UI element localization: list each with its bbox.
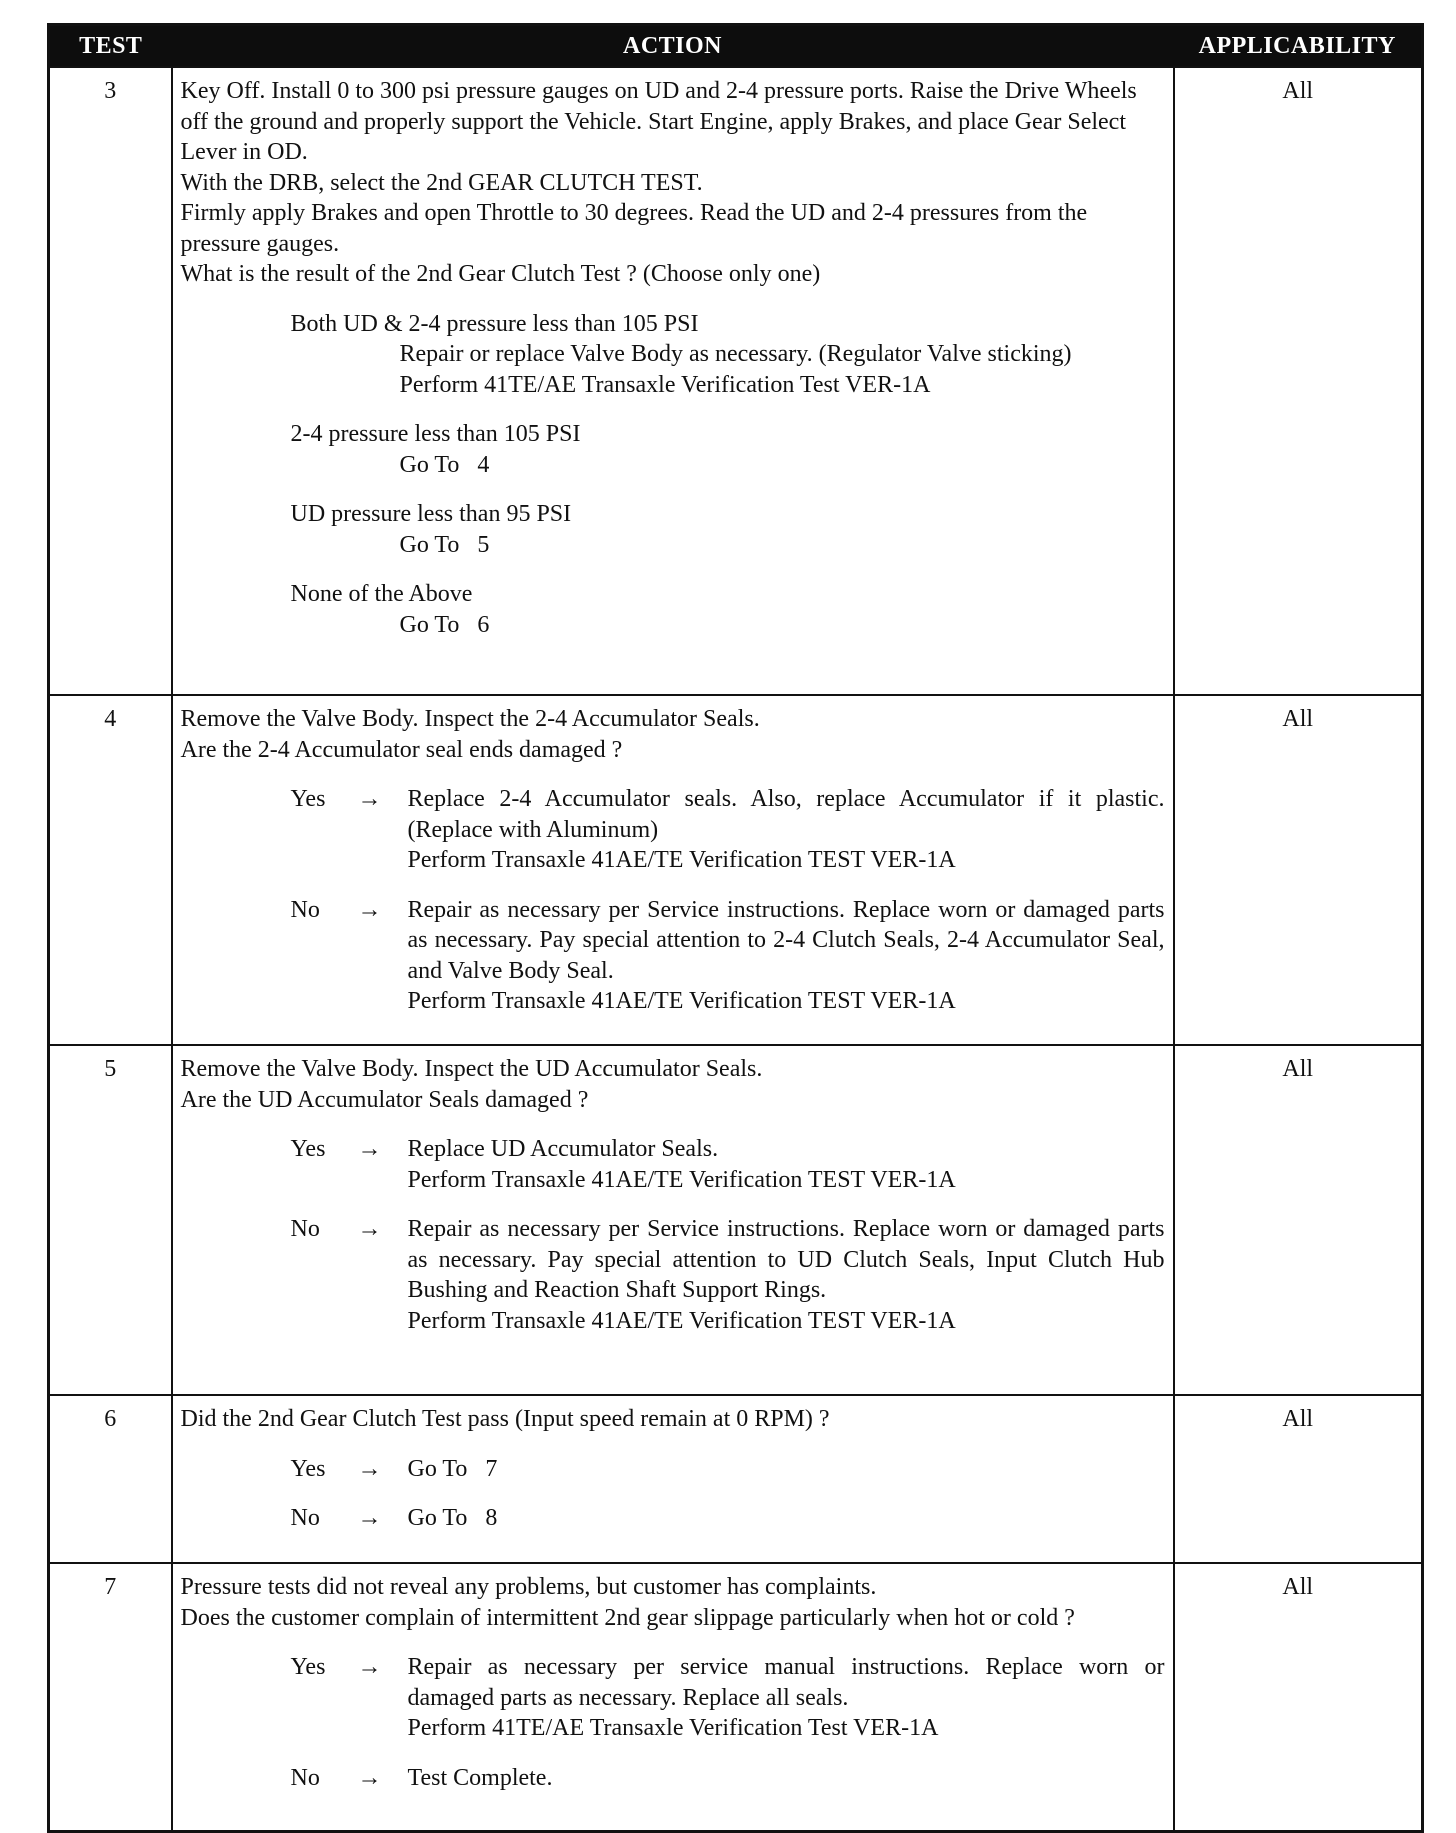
- arrow-icon: →: [357, 1505, 382, 1531]
- branch-line: Go To 7: [407, 1455, 498, 1482]
- option-result: Perform 41TE/AE Transaxle Verification Test VER-1A: [399, 371, 931, 398]
- action-cell: [172, 1045, 1174, 1395]
- branch-line: Perform Transaxle 41AE/TE Verification TEST VER-1A: [407, 1307, 956, 1334]
- yes-label: Yes: [290, 1455, 326, 1482]
- question-text: Are the 2-4 Accumulator seal ends damaged ?: [180, 736, 623, 763]
- option-result: Repair or replace Valve Body as necessary. (Regulator Valve sticking): [399, 341, 1072, 367]
- branch-line: Repair as necessary per service manual instructions. Replace worn or damaged parts as necessary. Replace all seals.: [407, 1654, 1165, 1711]
- result-option: [181, 309, 1165, 401]
- question-text: Does the customer complain of intermittent 2nd gear slippage particularly when hot or cold ?: [180, 1604, 1075, 1631]
- instruction-text: Pressure tests did not reveal any problems, but customer has complaints.: [180, 1574, 877, 1600]
- arrow-icon: →: [357, 1216, 382, 1242]
- table-row-test-5: [49, 1045, 1423, 1395]
- action-cell: [172, 695, 1174, 1045]
- test-number: 6: [49, 1395, 172, 1563]
- option-condition: None of the Above: [290, 581, 473, 607]
- no-branch: [181, 1763, 1165, 1794]
- table-row-test-6: [49, 1395, 1423, 1563]
- branch-line: Repair as necessary per Service instructions. Replace worn or damaged parts as necessary. Pay special attention to UD Clutch Seals, Input Clutch Hub Bushing and Reaction Shaft Support Rings.: [407, 1216, 1165, 1303]
- arrow-icon: →: [357, 786, 382, 812]
- test-column-header: TEST: [49, 25, 172, 68]
- applicability-cell: All: [1174, 1395, 1423, 1563]
- option-condition: UD pressure less than 95 PSI: [290, 501, 572, 527]
- no-branch: [181, 895, 1165, 1017]
- branch-line: Perform Transaxle 41AE/TE Verification TEST VER-1A: [407, 847, 956, 873]
- no-branch: [181, 1214, 1165, 1336]
- branch-line: Perform 41TE/AE Transaxle Verification Test VER-1A: [407, 1715, 939, 1741]
- arrow-icon: →: [357, 896, 382, 923]
- action-column-header: ACTION: [172, 25, 1174, 68]
- action-cell: [172, 1395, 1174, 1563]
- diagnostic-table: [47, 23, 1424, 1833]
- yes-branch: [181, 784, 1165, 876]
- branch-line: Go To 8: [407, 1505, 498, 1531]
- instruction-text: Firmly apply Brakes and open Throttle to 30 degrees. Read the UD and 2-4 pressures from the pressure gauges.: [180, 200, 1088, 257]
- branch-line: Perform Transaxle 41AE/TE Verification TEST VER-1A: [407, 1166, 956, 1193]
- option-result: Go To 6: [399, 611, 490, 638]
- action-cell: [172, 67, 1174, 695]
- option-result: Go To 5: [399, 531, 490, 558]
- applicability-cell: All: [1174, 1563, 1423, 1832]
- table-row-test-7: [49, 1563, 1423, 1832]
- question-text: Did the 2nd Gear Clutch Test pass (Input speed remain at 0 RPM) ?: [180, 1406, 830, 1432]
- yes-label: Yes: [290, 1136, 326, 1162]
- table-row-test-4: [49, 695, 1423, 1045]
- result-option: [181, 579, 1165, 640]
- table-header-row: [49, 25, 1423, 68]
- applicability-column-header: APPLICABILITY: [1174, 25, 1423, 68]
- no-branch: [181, 1503, 1165, 1534]
- result-option: [181, 499, 1165, 560]
- question-text: Are the UD Accumulator Seals damaged ?: [180, 1086, 589, 1113]
- table-row-test-3: [49, 67, 1423, 695]
- option-result: Go To 4: [399, 451, 490, 478]
- test-number: 5: [49, 1045, 172, 1395]
- no-label: No: [290, 1216, 320, 1242]
- option-condition: 2-4 pressure less than 105 PSI: [290, 421, 581, 447]
- branch-line: Replace UD Accumulator Seals.: [407, 1136, 719, 1162]
- instruction-text: Remove the Valve Body. Inspect the 2-4 Accumulator Seals.: [180, 706, 760, 732]
- yes-branch: [181, 1454, 1165, 1485]
- yes-label: Yes: [290, 786, 326, 812]
- applicability-cell: All: [1174, 695, 1423, 1045]
- no-label: No: [290, 896, 320, 923]
- branch-line: Replace 2-4 Accumulator seals. Also, replace Accumulator if it plastic. (Replace with Aluminum): [407, 786, 1165, 843]
- branch-line: Repair as necessary per Service instructions. Replace worn or damaged parts as necessary. Pay special attention to 2-4 Clutch Seals, 2-4 Accumulator Seal, and Valve Body Seal.: [407, 896, 1165, 984]
- applicability-cell: All: [1174, 1045, 1423, 1395]
- arrow-icon: →: [357, 1654, 382, 1680]
- branch-line: Test Complete.: [407, 1764, 553, 1791]
- no-label: No: [290, 1505, 320, 1531]
- option-condition: Both UD & 2-4 pressure less than 105 PSI: [290, 310, 699, 337]
- instruction-text: With the DRB, select the 2nd GEAR CLUTCH TEST.: [180, 169, 703, 196]
- yes-branch: [181, 1134, 1165, 1195]
- test-number: 4: [49, 695, 172, 1045]
- no-label: No: [290, 1764, 320, 1791]
- instruction-text: Key Off. Install 0 to 300 psi pressure gauges on UD and 2-4 pressure ports. Raise the Drive Wheels off the ground and properly support the Vehicle. Start Engine, apply Brakes, and place Gear Select Lever in OD.: [180, 78, 1137, 165]
- branch-line: Perform Transaxle 41AE/TE Verification TEST VER-1A: [407, 988, 956, 1014]
- action-cell: [172, 1563, 1174, 1832]
- question-text: What is the result of the 2nd Gear Clutch Test ? (Choose only one): [180, 261, 821, 287]
- yes-label: Yes: [290, 1654, 326, 1680]
- test-number: 3: [49, 67, 172, 695]
- instruction-text: Remove the Valve Body. Inspect the UD Accumulator Seals.: [180, 1056, 763, 1082]
- applicability-cell: All: [1174, 67, 1423, 695]
- result-option: [181, 419, 1165, 480]
- yes-branch: [181, 1652, 1165, 1744]
- arrow-icon: →: [357, 1136, 382, 1162]
- arrow-icon: →: [357, 1455, 382, 1482]
- test-number: 7: [49, 1563, 172, 1832]
- arrow-icon: →: [357, 1764, 382, 1791]
